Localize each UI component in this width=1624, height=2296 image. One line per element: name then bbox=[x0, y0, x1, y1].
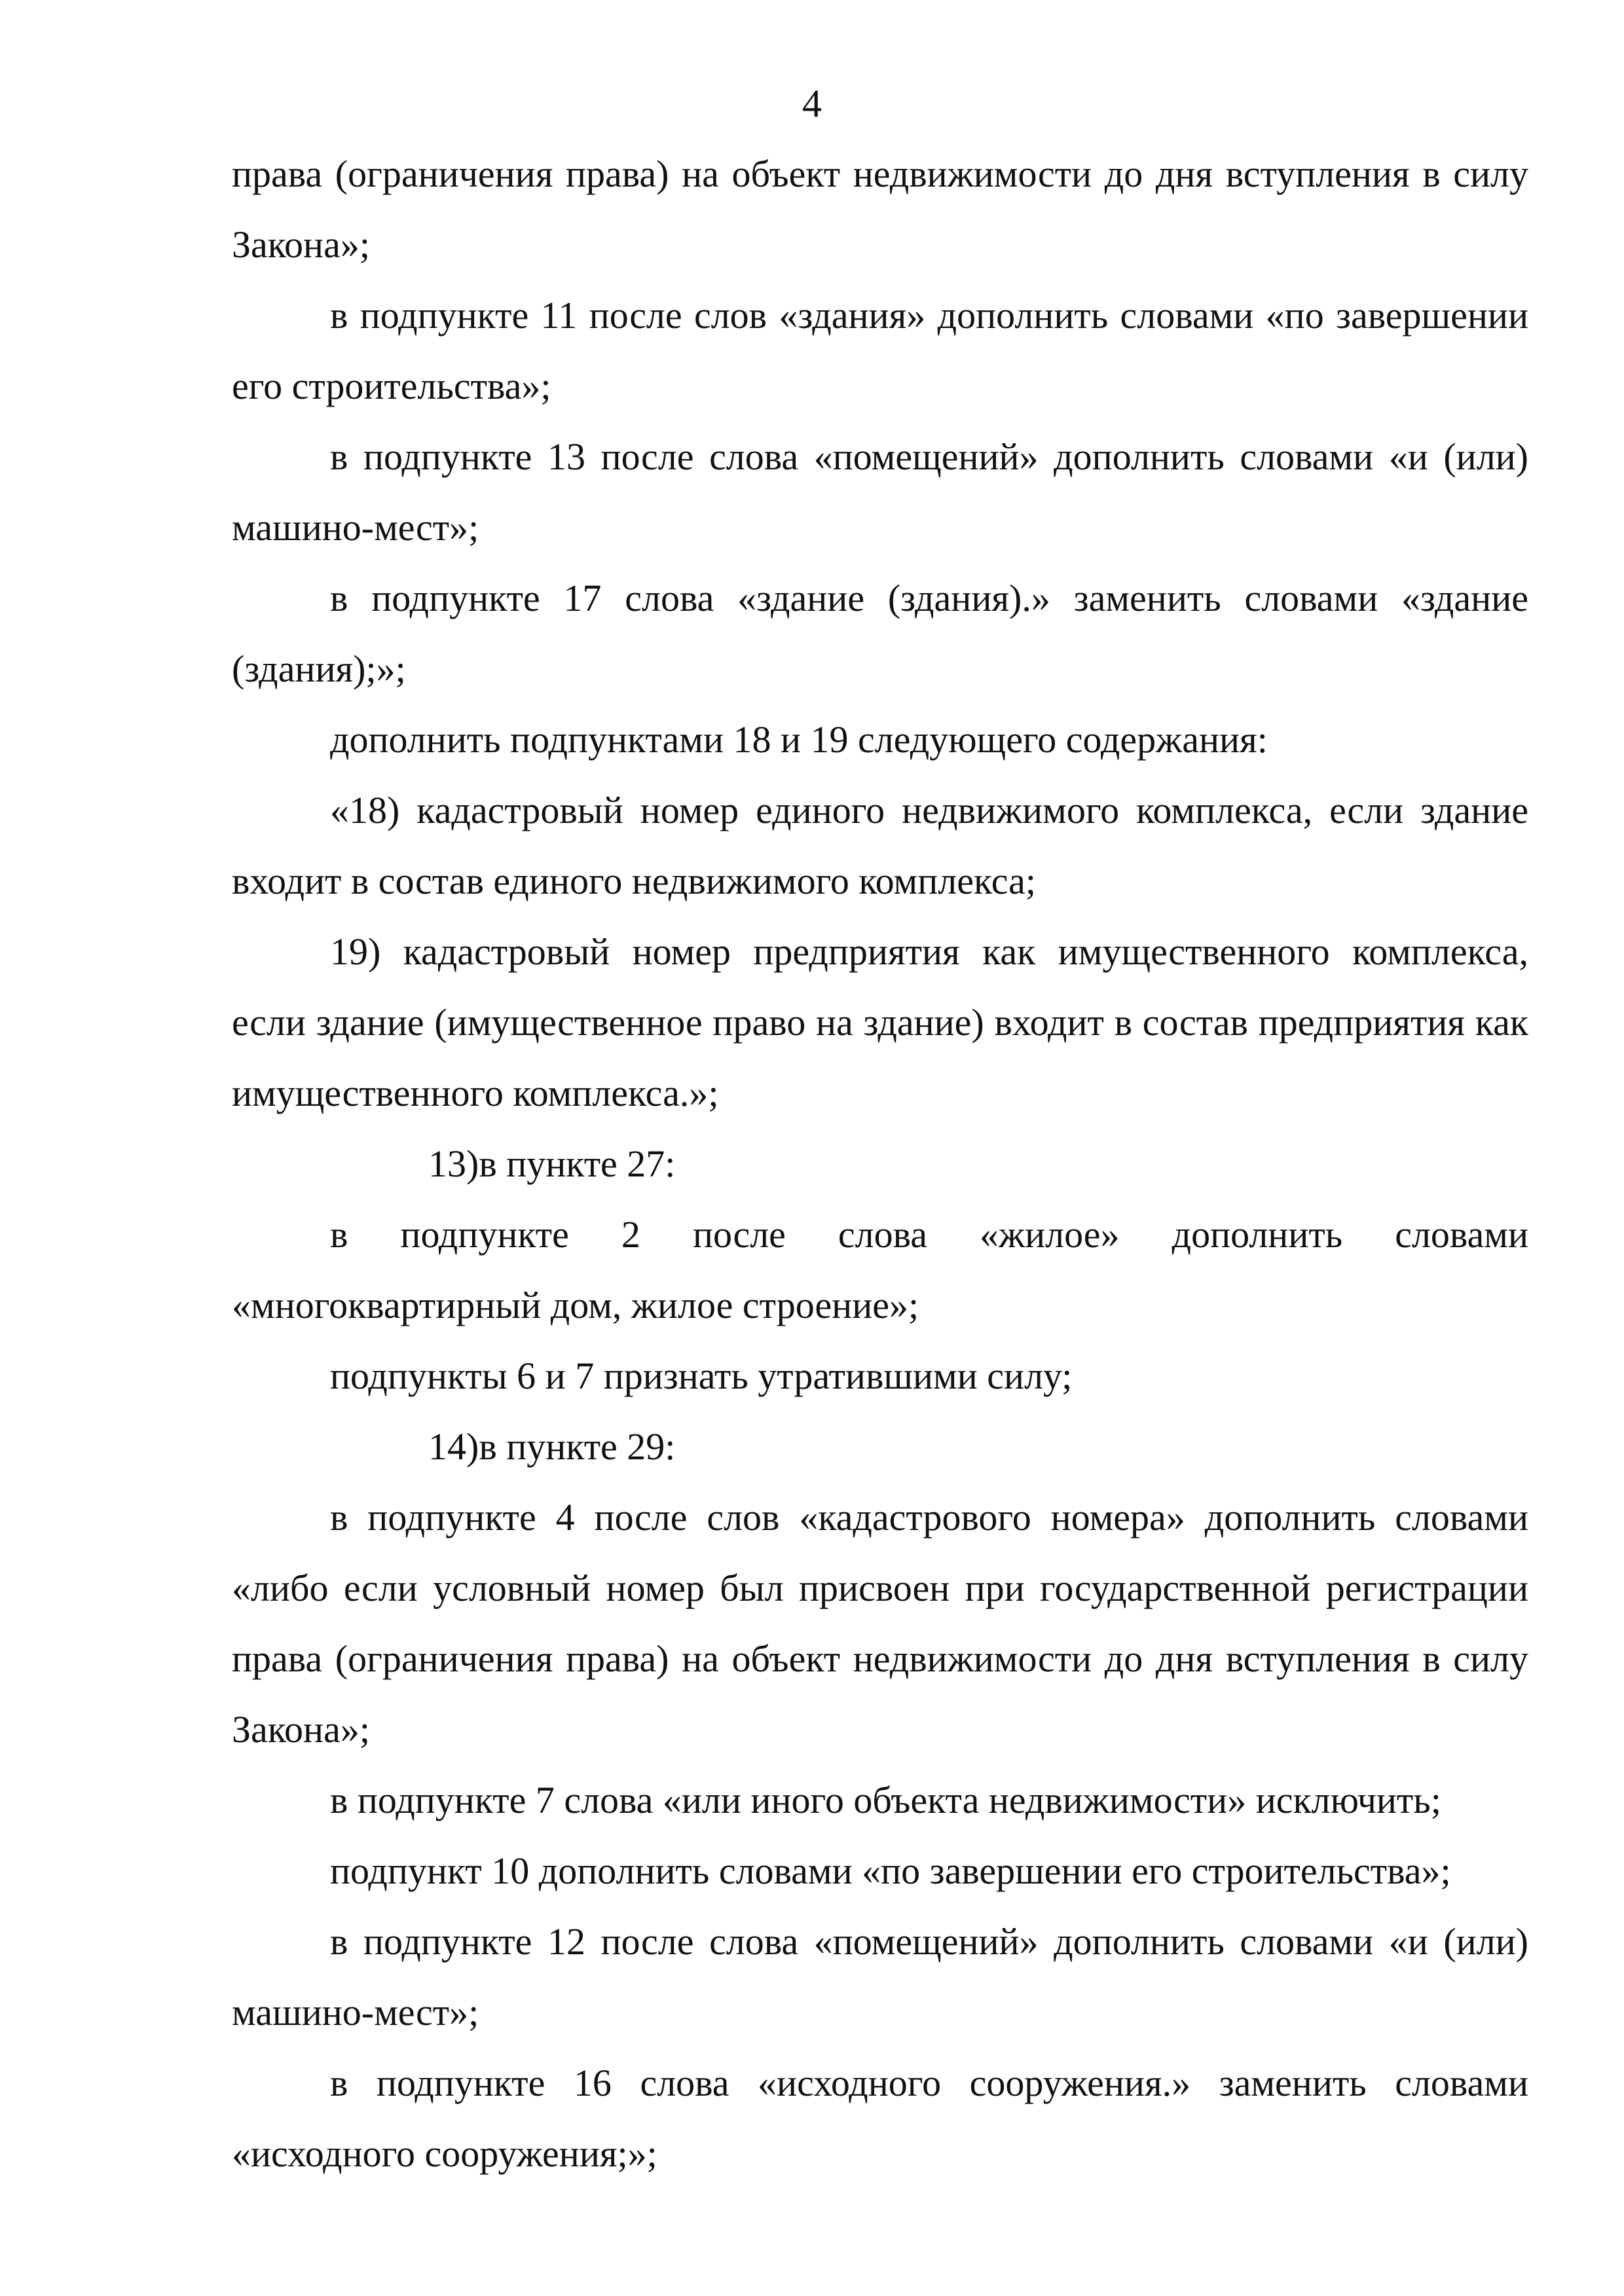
paragraph: в подпункте 16 слова «исходного сооружения.» заменить словами «исходного сооружения;»; bbox=[232, 2062, 1528, 2175]
numbered-item bbox=[232, 1129, 1528, 1199]
numbered-item bbox=[232, 1412, 1528, 1482]
paragraph: подпункт 10 дополнить словами «по завершении его строительства»; bbox=[330, 1850, 1451, 1892]
item-text: в пункте 27: bbox=[479, 1142, 676, 1185]
paragraph: в подпункте 13 после слова «помещений» дополнить словами «и (или) машино-мест»; bbox=[232, 435, 1528, 549]
paragraph: «18) кадастровый номер единого недвижимого комплекса, если здание входит в состав единого недвижимого комплекса; bbox=[232, 789, 1528, 902]
paragraph: права (ограничения права) на объект недвижимости до дня вступления в силу Закона»; bbox=[232, 153, 1528, 266]
paragraph: в подпункте 11 после слов «здания» дополнить словами «по завершении его строительства»; bbox=[232, 294, 1528, 407]
paragraph: подпункты 6 и 7 признать утратившими силу; bbox=[330, 1355, 1073, 1397]
paragraph: в подпункте 17 слова «здание (здания).» заменить словами «здание (здания);»; bbox=[232, 577, 1528, 690]
paragraph: 19) кадастровый номер предприятия как имущественного комплекса, если здание (имущественное право на здание) входит в состав предприятия как имущественного комплекса.»; bbox=[232, 930, 1528, 1114]
item-number: 13) bbox=[428, 1142, 479, 1185]
page-number: 4 bbox=[802, 82, 822, 125]
paragraph: дополнить подпунктами 18 и 19 следующего содержания: bbox=[330, 718, 1268, 761]
paragraph: в подпункте 4 после слов «кадастрового номера» дополнить словами «либо если условный номер был присвоен при государственной регистрации права (ограничения права) на объект недвижимости до дня вступления в силу Закона»; bbox=[232, 1496, 1528, 1751]
item-text: в пункте 29: bbox=[479, 1425, 676, 1468]
item-number: 14) bbox=[428, 1425, 479, 1468]
paragraph: в подпункте 12 после слова «помещений» дополнить словами «и (или) машино-мест»; bbox=[232, 1920, 1528, 2033]
paragraph: в подпункте 7 слова «или иного объекта недвижимости» исключить; bbox=[330, 1779, 1441, 1821]
paragraph: в подпункте 2 после слова «жилое» дополнить словами «многоквартирный дом, жилое строение»; bbox=[232, 1213, 1528, 1326]
document-body bbox=[232, 139, 1528, 2189]
